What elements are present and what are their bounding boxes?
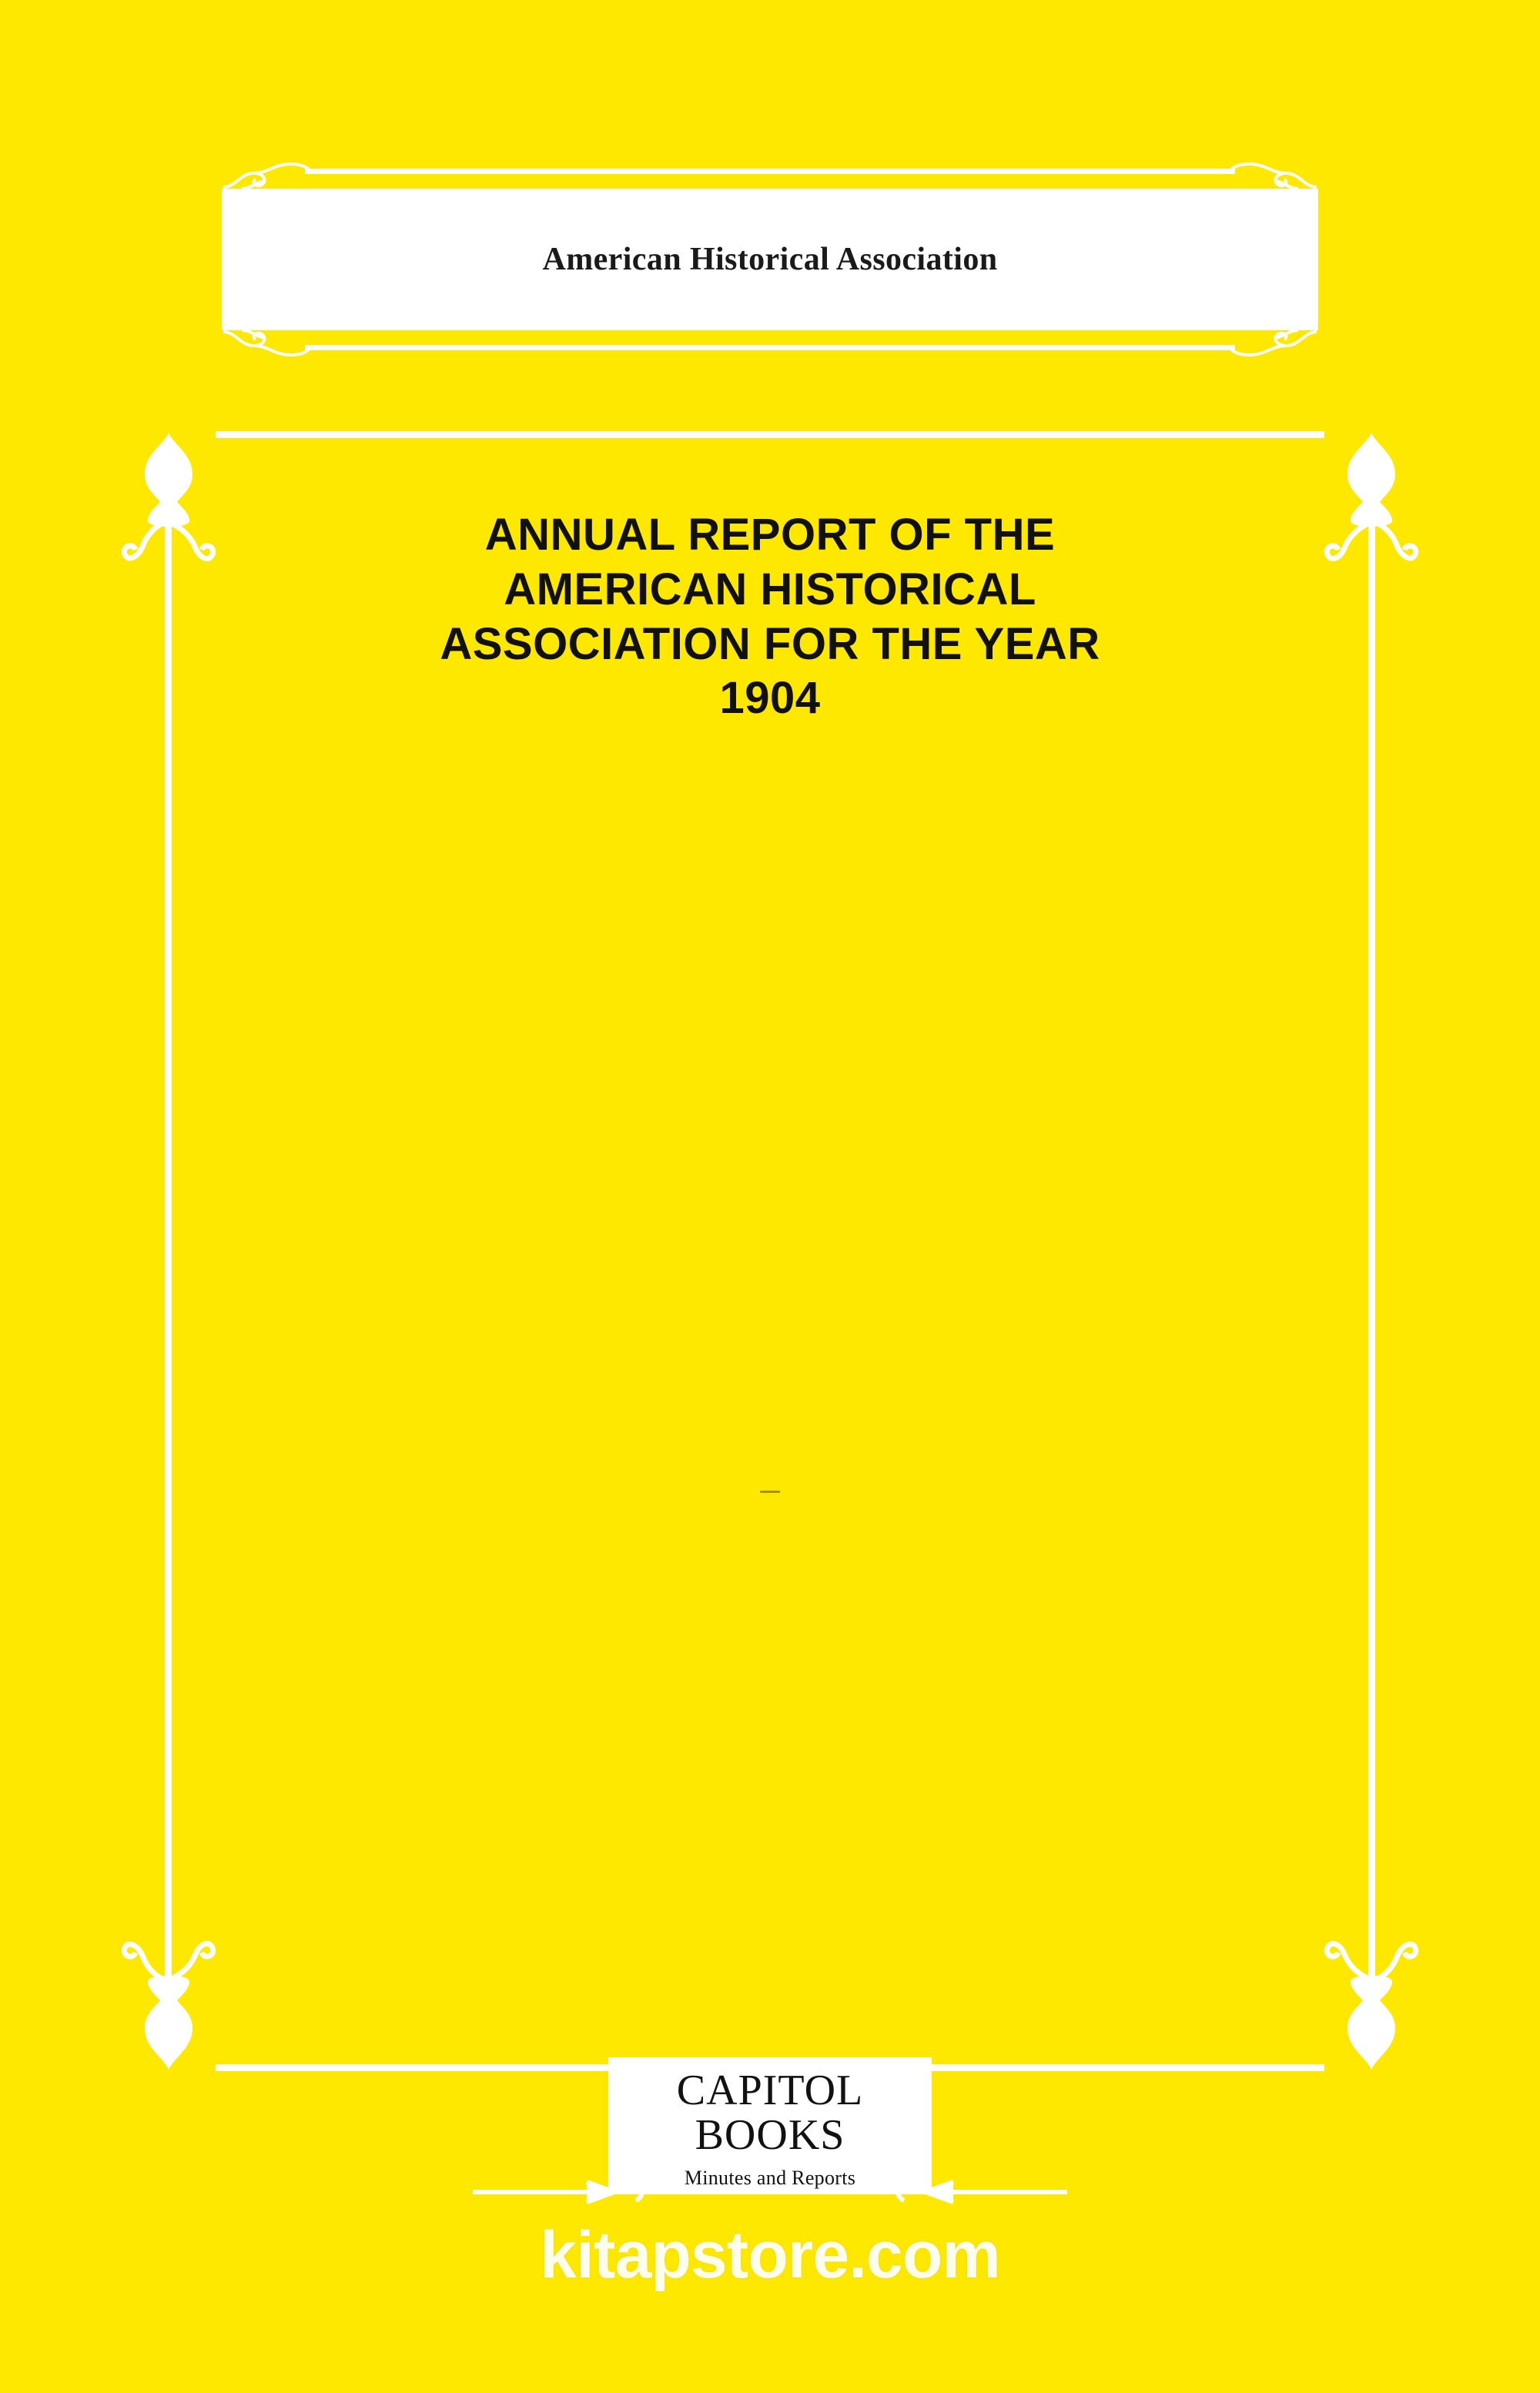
arrow-ornament-icon [892,2179,1069,2205]
pillar-ornament-icon [1321,431,1423,2071]
finial-icon [1329,1976,1414,2071]
site-watermark: kitapstore.com [540,2218,1000,2292]
publisher-block [608,2057,932,2194]
title-line-1: ANNUAL REPORT OF THE [484,510,1056,560]
publisher-name-line-2: BOOKS [695,2111,845,2160]
book-title [231,508,1309,726]
flourish-icon [1227,327,1320,363]
finial-icon [126,1976,211,2071]
publisher-tagline: Minutes and Reports [684,2167,856,2190]
scroll-ornament-icon [117,517,219,579]
flourish-icon [220,327,313,363]
top-banner-plate [222,189,1318,330]
scroll-ornament-icon [1321,517,1423,579]
arrow-ornament-icon [471,2179,648,2205]
finial-icon [126,431,211,527]
top-banner [151,156,1389,363]
pillar-bar [165,522,172,1980]
flourish-icon [1227,156,1320,192]
pillar-ornament-icon [117,431,219,2071]
title-line-3: ASSOCIATION FOR THE YEAR [440,618,1100,669]
publisher-name-line-1: CAPITOL [676,2067,864,2114]
banner-rule-bottom [305,345,1235,350]
finial-icon [1329,431,1414,527]
frame-rule-top [216,431,1324,438]
title-line-2: AMERICAN HISTORICAL [504,564,1036,614]
publisher-plate [608,2057,932,2194]
pillar-bar [1368,522,1375,1980]
flourish-icon [220,156,313,192]
association-name: American Historical Association [542,242,998,277]
title-separator [0,1474,1540,1498]
banner-rule-top [305,169,1235,174]
title-year: 1904 [719,673,821,724]
